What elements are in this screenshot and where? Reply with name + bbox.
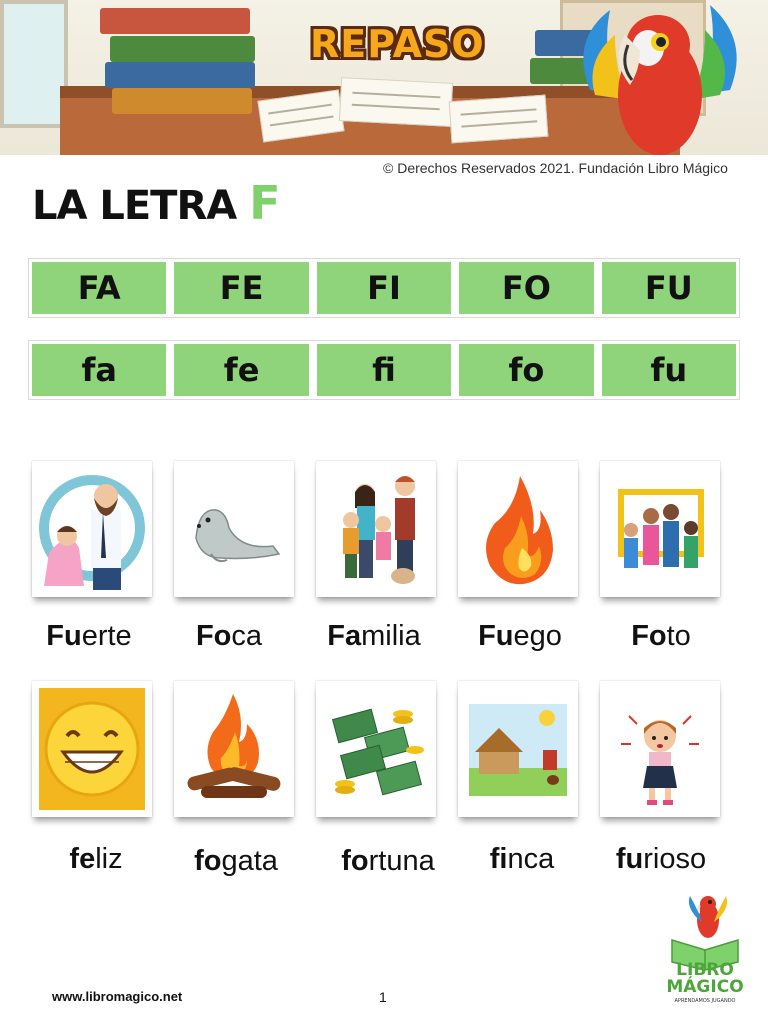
libro-magico-logo <box>664 888 746 1008</box>
farm-icon <box>465 688 571 810</box>
syllable-cell: fu <box>602 344 736 396</box>
page-title <box>32 176 280 230</box>
title-letter: F <box>249 176 280 230</box>
header-banner <box>0 0 768 155</box>
word-label: feliz <box>69 843 123 875</box>
book-illustration <box>100 8 250 34</box>
family-icon <box>323 468 429 590</box>
syllable-cell: fe <box>174 344 308 396</box>
word-label: Foto <box>631 620 691 652</box>
syllable-cell: FO <box>459 262 593 314</box>
word-card <box>458 461 578 597</box>
word-card <box>32 681 152 817</box>
syllable-cell: fo <box>459 344 593 396</box>
syllable-cell: FA <box>32 262 166 314</box>
lowercase-syllables-row <box>28 340 740 400</box>
syllable-cell: fa <box>32 344 166 396</box>
banner-title: REPASO <box>310 22 485 66</box>
page-number: 1 <box>379 989 387 1005</box>
logo-line1: LIBRO <box>676 960 734 980</box>
word-card <box>174 461 294 597</box>
word-label: finca <box>489 843 555 875</box>
footer-url: www.libromagico.net <box>52 989 183 1004</box>
uppercase-syllables-row <box>28 258 740 318</box>
word-label: Fuego <box>478 620 562 652</box>
copyright-text: © Derechos Reservados 2021. Fundación Libro Mágico <box>383 160 728 176</box>
logo-line2: MÁGICO <box>666 977 744 997</box>
happy-face-icon <box>39 688 145 810</box>
word-label: fortuna <box>341 845 435 877</box>
money-icon <box>323 688 429 810</box>
title-prefix: LA LETRA <box>32 183 237 229</box>
seal-icon <box>181 468 287 590</box>
logo-tagline: APRENDAMOS JUGANDO <box>674 998 736 1004</box>
strong-father-icon <box>39 468 145 590</box>
syllable-cell: fi <box>317 344 451 396</box>
syllable-cell: FU <box>602 262 736 314</box>
parrot-icon <box>570 0 750 155</box>
word-label: fogata <box>194 845 278 877</box>
photo-frame-icon <box>607 468 713 590</box>
word-label: furioso <box>615 843 707 875</box>
word-card <box>600 681 720 817</box>
angry-girl-icon <box>607 688 713 810</box>
word-card <box>600 461 720 597</box>
fire-icon <box>465 468 571 590</box>
word-label: Foca <box>195 620 263 652</box>
word-card <box>174 681 294 817</box>
word-label: Familia <box>327 620 421 652</box>
syllable-cell: FI <box>317 262 451 314</box>
word-card <box>316 461 436 597</box>
syllable-cell: FE <box>174 262 308 314</box>
window-illustration <box>0 0 68 128</box>
word-label: Fuerte <box>46 620 132 652</box>
word-card <box>32 461 152 597</box>
word-card <box>458 681 578 817</box>
word-card <box>316 681 436 817</box>
campfire-icon <box>181 688 287 810</box>
